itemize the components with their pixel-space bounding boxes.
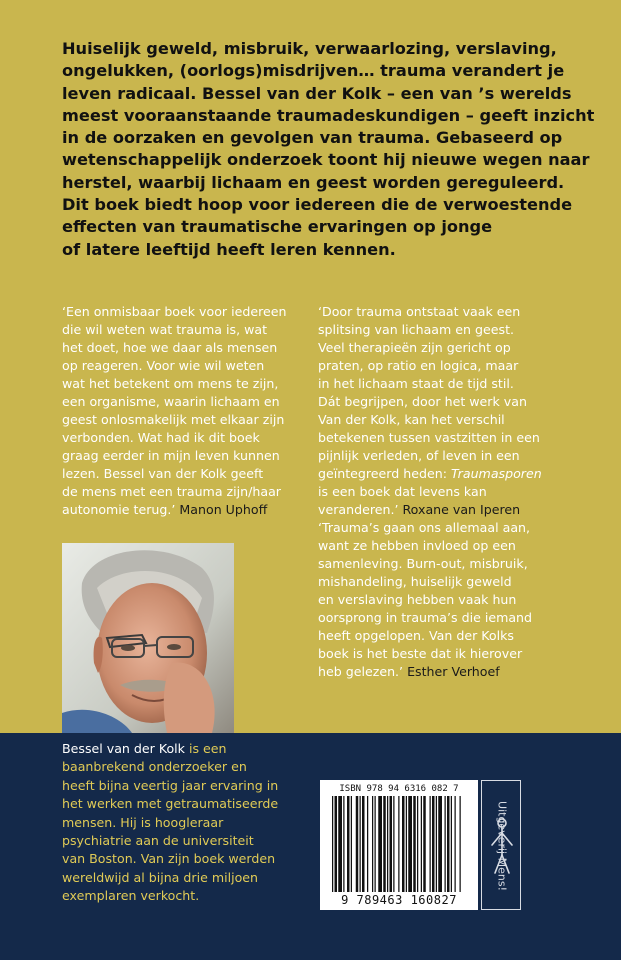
publisher-name: Uitgeverij Mens! bbox=[495, 801, 509, 891]
barcode-bar bbox=[451, 796, 452, 892]
bio-line: psychiatrie aan de universiteit bbox=[62, 833, 254, 849]
barcode-bar bbox=[408, 796, 412, 892]
bio-line bbox=[62, 740, 278, 758]
quote-line: Dát begrijpen, door het werk van bbox=[318, 394, 527, 409]
author-name: Bessel van der Kolk bbox=[62, 741, 185, 756]
blurb-line: in de oorzaken en gevolgen van trauma. Gebaseerd op bbox=[62, 128, 563, 148]
quote-line: de mens met een trauma zijn/haar bbox=[62, 484, 281, 499]
quote-line: en verslaving hebben vaak hun bbox=[318, 592, 517, 607]
quote-line: pijnlijk verleden, of leven in een bbox=[318, 448, 520, 463]
barcode-bar bbox=[332, 796, 333, 892]
blurb-line: meest vooraanstaande traumadeskundigen – geeft inzicht bbox=[62, 105, 595, 125]
barcode-bar bbox=[455, 796, 456, 892]
quote-line: wat het betekent om mens te zijn, bbox=[62, 376, 279, 391]
quote-line: samenleving. Burn-out, misbruik, bbox=[318, 556, 528, 571]
barcode-bar bbox=[447, 796, 450, 892]
barcode-bar bbox=[372, 796, 373, 892]
quote-line: in het lichaam staat de tijd stil. bbox=[318, 376, 514, 391]
quote-line: praten, op ratio en logica, maar bbox=[318, 358, 519, 373]
quote-line: heeft opgelopen. Van der Kolks bbox=[318, 628, 514, 643]
barcode-bar bbox=[390, 796, 393, 892]
barcode-bar bbox=[432, 796, 435, 892]
quote-line: oorsprong in trauma’s die iemand bbox=[318, 610, 533, 625]
barcode-bar bbox=[398, 796, 399, 892]
barcode-bar bbox=[406, 796, 407, 892]
bio-line: wereldwijd al bijna drie miljoen bbox=[62, 869, 259, 885]
barcode-bar bbox=[383, 796, 386, 892]
quote-line: is een boek dat levens kan bbox=[318, 484, 487, 499]
author-bio bbox=[62, 740, 278, 906]
quote-line: want ze hebben invloed op een bbox=[318, 538, 516, 553]
quote-text: heb gelezen.’ bbox=[318, 664, 404, 679]
barcode-bar bbox=[417, 796, 418, 892]
bio-text: is een bbox=[184, 741, 227, 756]
quote-text: geïntegreerd heden: bbox=[318, 466, 451, 481]
quote-line: Van der Kolk, kan het verschil bbox=[318, 412, 505, 427]
blurb-line: herstel, waarbij lichaam en geest worden gereguleerd. bbox=[62, 172, 565, 192]
person-figure-icon bbox=[484, 783, 520, 909]
quote-line: geest onlosmakelijk met elkaar zijn bbox=[62, 412, 285, 427]
bio-line: het werken met getraumatiseerde bbox=[62, 796, 279, 812]
bio-line: exemplaren verkocht. bbox=[62, 888, 200, 904]
quote-line: Veel therapieën zijn gericht op bbox=[318, 340, 511, 355]
barcode-bar bbox=[445, 796, 446, 892]
quote-line: mishandeling, huiselijk geweld bbox=[318, 574, 512, 589]
blurb-paragraph bbox=[62, 38, 595, 261]
quote-author: Roxane van Iperen bbox=[402, 502, 521, 517]
quote-roxane-van-iperen bbox=[318, 303, 542, 519]
barcode-bar bbox=[387, 796, 388, 892]
blurb-line: leven radicaal. Bessel van der Kolk – een van ’s werelds bbox=[62, 83, 572, 103]
quote-line: boek is het beste dat ik hierover bbox=[318, 646, 523, 661]
isbn-digits: 9 789463 160827 bbox=[341, 893, 457, 907]
barcode-bar bbox=[393, 796, 394, 892]
bio-line: baanbrekend onderzoeker en bbox=[62, 759, 247, 775]
quote-text: autonomie terug.’ bbox=[62, 502, 176, 517]
barcode-bar bbox=[421, 796, 422, 892]
quote-line: ‘Een onmisbaar boek voor iedereen bbox=[62, 304, 287, 319]
barcode-bar bbox=[460, 796, 461, 892]
bio-line: mensen. Hij is hoogleraar bbox=[62, 814, 224, 830]
barcode-bar bbox=[362, 796, 365, 892]
quote-author: Esther Verhoef bbox=[407, 664, 500, 679]
bio-line: heeft bijna veertig jaar ervaring in bbox=[62, 777, 279, 793]
blurb-line: effecten van traumatische ervaringen op jonge bbox=[62, 217, 493, 237]
barcode-bar bbox=[438, 796, 442, 892]
barcode-bar bbox=[430, 796, 431, 892]
isbn-barcode bbox=[320, 780, 478, 910]
barcode-bar bbox=[375, 796, 376, 892]
quote-line: die wil weten wat trauma is, wat bbox=[62, 322, 268, 337]
quote-author: Manon Uphoff bbox=[179, 502, 268, 517]
barcode-bar bbox=[351, 796, 352, 892]
isbn-label: ISBN 978 94 6316 082 7 bbox=[339, 784, 459, 794]
blurb-line: Huiselijk geweld, misbruik, verwaarlozing, verslaving, bbox=[62, 39, 557, 58]
quote-line: graag eerder in mijn leven kunnen bbox=[62, 448, 280, 463]
quote-last-line bbox=[318, 501, 542, 519]
barcode-bar bbox=[413, 796, 416, 892]
barcode-bar bbox=[335, 796, 338, 892]
barcode-bar bbox=[356, 796, 359, 892]
quote-line: het doet, hoe we daar als mensen bbox=[62, 340, 278, 355]
quote-manon-uphoff bbox=[62, 303, 286, 519]
blurb-line: ongelukken, (oorlogs)misdrijven… trauma verandert je bbox=[62, 61, 565, 81]
blurb-line: of latere leeftijd heeft leren kennen. bbox=[62, 239, 396, 259]
barcode-bar bbox=[378, 796, 382, 892]
quote-line: verbonden. Wat had ik dit boek bbox=[62, 430, 260, 445]
quote-line: een organisme, waarin lichaam en bbox=[62, 394, 280, 409]
bio-line: van Boston. Van zijn boek werden bbox=[62, 851, 276, 867]
barcode-bar bbox=[423, 796, 426, 892]
barcode-bar bbox=[360, 796, 361, 892]
barcode-bar bbox=[338, 796, 342, 892]
quote-line: lezen. Bessel van der Kolk geeft bbox=[62, 466, 264, 481]
blurb-line: Dit boek biedt hoop voor iedereen die de verwoestende bbox=[62, 195, 573, 215]
publisher-logo bbox=[481, 780, 521, 910]
blurb-line: wetenschappelijk onderzoek toont hij nieuwe wegen naar bbox=[62, 150, 590, 170]
quote-line bbox=[318, 465, 542, 483]
book-title: Traumasporen bbox=[450, 466, 542, 481]
barcode-bars bbox=[320, 780, 478, 910]
quote-line: splitsing van lichaam en geest. bbox=[318, 322, 515, 337]
quote-last-line bbox=[62, 501, 286, 519]
author-photo bbox=[62, 543, 234, 733]
quote-line: ‘Trauma’s gaan ons allemaal aan, bbox=[318, 520, 531, 535]
barcode-bar bbox=[367, 796, 368, 892]
barcode-bar bbox=[436, 796, 437, 892]
quote-line: betekenen tussen vastzitten in een bbox=[318, 430, 540, 445]
barcode-bar bbox=[402, 796, 405, 892]
quote-esther-verhoef bbox=[318, 519, 532, 681]
quote-line: op reageren. Voor wie wil weten bbox=[62, 358, 265, 373]
quote-text: veranderen.’ bbox=[318, 502, 399, 517]
quote-last-line bbox=[318, 663, 532, 681]
quote-line: ‘Door trauma ontstaat vaak een bbox=[318, 304, 521, 319]
barcode-bar bbox=[347, 796, 350, 892]
barcode-bar bbox=[343, 796, 344, 892]
